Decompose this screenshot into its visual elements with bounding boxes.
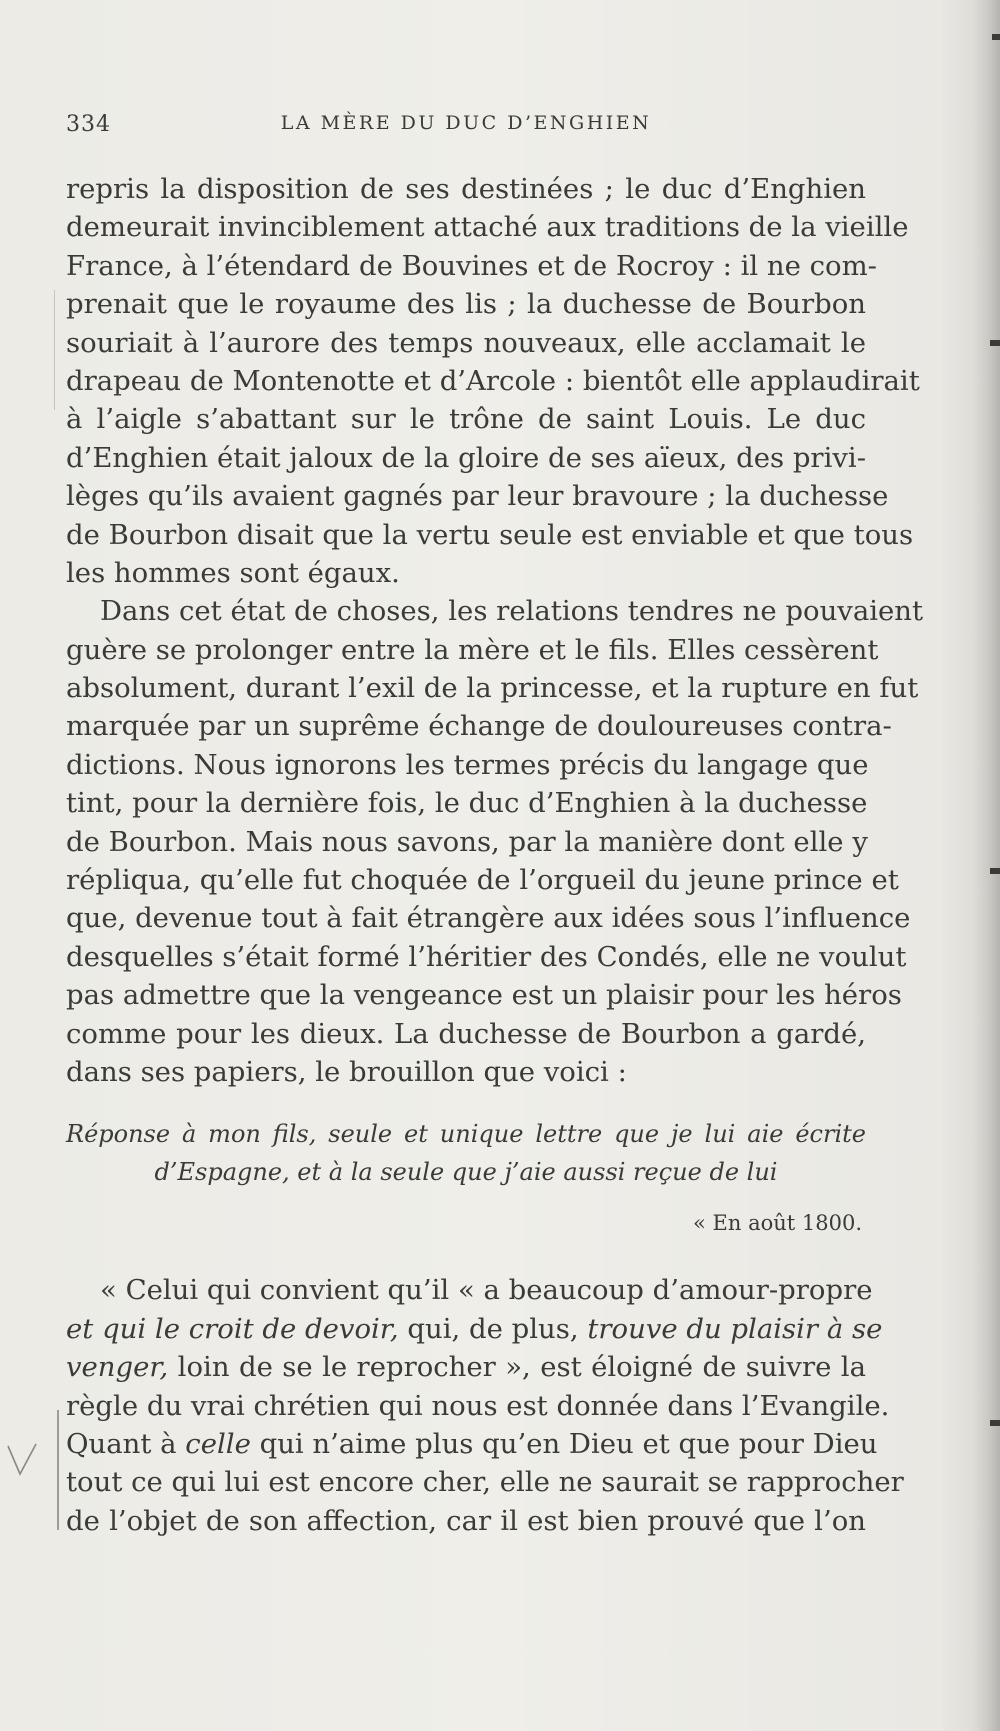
italic-span: venger, [66, 1351, 169, 1384]
text-line: drapeau de Montenotte et d’Arcole : bientôt elle applaudirait [66, 364, 920, 397]
letter-heading-line: Réponse à mon fils, seule et unique lettre que je lui aie écrite [66, 1120, 866, 1149]
edge-mark [992, 34, 1000, 40]
text-line: à l’aigle s’abattant sur le trône de saint Louis. Le duc [66, 403, 866, 436]
text-line: tout ce qui lui est encore cher, elle ne saurait se rapprocher [66, 1466, 904, 1499]
text-line: de Bourbon disait que la vertu seule est enviable et que tous [66, 518, 914, 551]
letter-heading [66, 1115, 866, 1191]
page-edge-shadow [972, 0, 1000, 1731]
edge-mark [990, 1420, 1000, 1426]
text-line: absolument, durant l’exil de la princesse, et la rupture en fut [66, 672, 919, 705]
text-line: dans ses papiers, le brouillon que voici : [66, 1055, 627, 1088]
page-header [66, 112, 866, 152]
letter-heading-line: d’Espagne, et à la seule que j’aie aussi reçue de lui [154, 1158, 778, 1187]
italic-span: trouve du plaisir à se [587, 1312, 883, 1345]
edge-mark [990, 340, 1000, 346]
text-line: de l’objet de son affection, car il est bien prouvé que l’on [66, 1504, 866, 1537]
running-head: LA MÈRE DU DUC D’ENGHIEN [280, 112, 652, 134]
text-line: marquée par un suprême échange de douloureuses contra- [66, 710, 892, 743]
roman-span: qui, de plus, [398, 1312, 588, 1345]
text-line: repris la disposition de ses destinées ; le duc d’Enghien [66, 173, 866, 205]
text-line: souriait à l’aurore des temps nouveaux, elle acclamait le [66, 326, 866, 359]
roman-span: qui n’aime plus qu’en Dieu et que pour Dieu [250, 1427, 878, 1460]
page-number: 334 [66, 112, 111, 137]
text-line [66, 1425, 878, 1463]
text-line: comme pour les dieux. La duchesse de Bourbon a gardé, [66, 1017, 866, 1050]
text-line: prenait que le royaume des lis ; la duchesse de Bourbon [66, 288, 866, 321]
text-line: « Celui qui convient qu’il « a beaucoup d’amour-propre [100, 1274, 873, 1307]
text-line: que, devenue tout à fait étrangère aux idées sous l’influence [66, 902, 911, 935]
paragraph-1 [66, 170, 920, 592]
text-line: demeurait invinciblement attaché aux traditions de la vieille [66, 211, 909, 244]
text-line: de Bourbon. Mais nous savons, par la manière dont elle y [66, 825, 868, 858]
margin-pencil-mark [54, 290, 55, 410]
page-body [66, 170, 924, 1540]
margin-pencil-mark [57, 1410, 59, 1530]
margin-check-mark [6, 1440, 40, 1480]
text-line: répliqua, qu’elle fut choquée de l’orgueil du jeune prince et [66, 864, 899, 897]
italic-span: celle [185, 1427, 251, 1460]
paragraph-2 [66, 592, 924, 1091]
text-line: guère se prolonger entre la mère et le fils. Elles cessèrent [66, 633, 879, 666]
text-line: tint, pour la dernière fois, le duc d’Enghien à la duchesse [66, 787, 868, 820]
text-line: les hommes sont égaux. [66, 556, 400, 589]
text-line: lèges qu’ils avaient gagnés par leur bravoure ; la duchesse [66, 480, 889, 513]
letter-text [66, 1271, 904, 1540]
text-line: d’Enghien était jaloux de la gloire de ses aïeux, des privi- [66, 441, 866, 474]
text-line: règle du vrai chrétien qui nous est donnée dans l’Evangile. [66, 1389, 890, 1422]
roman-span: loin de se le reprocher », est éloigné de suivre la [168, 1351, 866, 1384]
text-line: pas admettre que la vengeance est un plaisir pour les héros [66, 979, 902, 1012]
italic-span: et qui le croit de devoir, [66, 1312, 399, 1345]
text-line: France, à l’étendard de Bouvines et de Rocroy : il ne com- [66, 249, 877, 282]
letter-date: « En août 1800. [693, 1211, 862, 1236]
text-line [66, 1310, 883, 1348]
roman-span: Quant à [66, 1427, 186, 1460]
text-line: desquelles s’était formé l’héritier des Condés, elle ne voulut [66, 940, 907, 973]
edge-mark [990, 868, 1000, 874]
text-line [66, 1348, 866, 1386]
text-line: Dans cet état de choses, les relations tendres ne pouvaient [100, 595, 924, 628]
text-line: dictions. Nous ignorons les termes précis du langage que [66, 748, 869, 781]
